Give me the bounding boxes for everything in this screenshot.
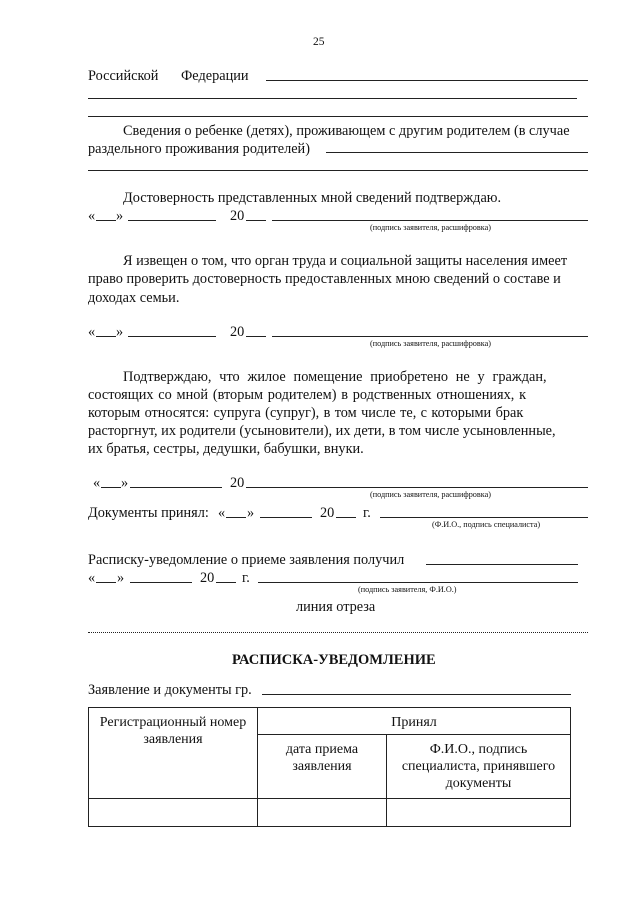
date2-quote-open: «	[88, 324, 96, 340]
accepted-quote-open: «	[218, 505, 226, 521]
blank-line-2[interactable]	[88, 116, 588, 117]
housing-line5: их братья, сестры, дедушки, бабушки, внуки.	[88, 441, 364, 457]
specialist-header-line1: Ф.И.О., подпись	[429, 742, 528, 757]
received-signature-line[interactable]	[258, 582, 578, 583]
receipt-applicant-label: Заявление и документы гр.	[88, 682, 252, 698]
accepted-quote-close: »	[247, 505, 255, 521]
specialist-header-line2: специалиста, принявшего	[401, 759, 556, 774]
accepted-group-header	[258, 708, 571, 735]
confirm1-signature-line[interactable]	[272, 220, 588, 221]
date2-month-line[interactable]	[128, 336, 216, 337]
date-header-line2: заявления	[292, 759, 352, 774]
received-label: Расписку-уведомление о приеме заявления получил	[88, 552, 405, 568]
notice-line3: доходах семьи.	[88, 290, 180, 306]
specialist-header-line3: документы	[445, 776, 512, 791]
received-quote-open: «	[88, 570, 96, 586]
confirm1-year-line[interactable]	[246, 220, 266, 221]
accepted-caption: (Ф.И.О., подпись специалиста)	[432, 520, 541, 529]
date3-caption: (подпись заявителя, расшифровка)	[370, 490, 491, 499]
country-label-b: Федерации	[181, 68, 249, 84]
date3-signature-line[interactable]	[246, 487, 588, 488]
received-year-suffix: г.	[242, 570, 250, 586]
accepted-group-label: Принял	[391, 715, 437, 730]
child-info-blank-line[interactable]	[88, 170, 588, 171]
date3-day-line[interactable]	[101, 487, 121, 488]
date2-year-line[interactable]	[246, 336, 266, 337]
accepted-month-line[interactable]	[260, 517, 312, 518]
accepted-signature-line[interactable]	[380, 517, 588, 518]
received-caption: (подпись заявителя, Ф.И.О.)	[358, 585, 457, 594]
confirm1-quote-open: «	[88, 208, 96, 224]
accepted-day-line[interactable]	[226, 517, 246, 518]
date3-quote-open: «	[93, 475, 101, 491]
cut-line-label: линия отреза	[296, 599, 376, 615]
specialist-cell[interactable]	[387, 799, 571, 827]
confirm1-year-prefix: 20	[230, 208, 245, 224]
date-header-line1: дата приема	[285, 742, 359, 757]
received-day-line[interactable]	[96, 582, 116, 583]
confirm1-day-line[interactable]	[96, 220, 116, 221]
date2-day-line[interactable]	[96, 336, 116, 337]
received-year-line[interactable]	[216, 582, 236, 583]
notice-line2: право проверить достоверность предоставленных мною сведений о составе и	[88, 271, 561, 287]
country-label-a: Российской	[88, 68, 159, 84]
date3-year-prefix: 20	[230, 475, 245, 491]
accepted-label: Документы принял:	[88, 505, 209, 521]
housing-line4: расторгнут, их родители (усыновители), их дети, в том числе усыновленные,	[88, 423, 556, 439]
page-number: 25	[313, 36, 325, 48]
specialist-header	[387, 735, 571, 799]
receipt-applicant-line[interactable]	[262, 694, 571, 695]
date2-caption: (подпись заявителя, расшифровка)	[370, 339, 491, 348]
confirm1-month-line[interactable]	[128, 220, 216, 221]
child-info-line1: Сведения о ребенке (детях), проживающем с другим родителем (в случае	[123, 123, 570, 139]
date2-year-prefix: 20	[230, 324, 245, 340]
received-quote-close: »	[117, 570, 125, 586]
country-input-line[interactable]	[266, 80, 588, 81]
child-info-line2: раздельного проживания родителей)	[88, 141, 310, 157]
date2-signature-line[interactable]	[272, 336, 588, 337]
confirm1-caption: (подпись заявителя, расшифровка)	[370, 223, 491, 232]
housing-line2: состоящих со мной (вторым родителем) в родственных отношениях, к	[88, 387, 527, 403]
housing-line3: которым относятся: супруга (супруг), в том числе те, с которыми брак	[88, 405, 524, 421]
accepted-year-suffix: г.	[363, 505, 371, 521]
received-input-line[interactable]	[426, 564, 578, 565]
date3-quote-close: »	[121, 475, 129, 491]
date2-quote-close: »	[116, 324, 124, 340]
reg-number-header-line2: заявления	[143, 732, 203, 747]
date-header	[258, 735, 387, 799]
reg-number-header	[89, 708, 258, 799]
accepted-year-line[interactable]	[336, 517, 356, 518]
child-info-input-line[interactable]	[326, 152, 588, 153]
confirm1-quote-close: »	[116, 208, 124, 224]
received-month-line[interactable]	[130, 582, 192, 583]
notice-line1: Я извещен о том, что орган труда и социальной защиты населения имеет	[123, 253, 568, 269]
date3-month-line[interactable]	[130, 487, 222, 488]
received-year-prefix: 20	[200, 570, 215, 586]
blank-line-1[interactable]	[88, 98, 577, 99]
accepted-year-prefix: 20	[320, 505, 335, 521]
receipt-title: РАСПИСКА-УВЕДОМЛЕНИЕ	[232, 652, 436, 668]
receipt-table	[88, 707, 571, 827]
reg-number-cell[interactable]	[89, 799, 258, 827]
cut-line	[88, 632, 588, 633]
housing-line1: Подтверждаю, что жилое помещение приобретено не у граждан,	[123, 369, 547, 385]
confirm1-text: Достоверность представленных мной сведений подтверждаю.	[123, 190, 502, 206]
reg-number-header-line1: Регистрационный номер	[99, 715, 247, 730]
date-cell[interactable]	[258, 799, 387, 827]
